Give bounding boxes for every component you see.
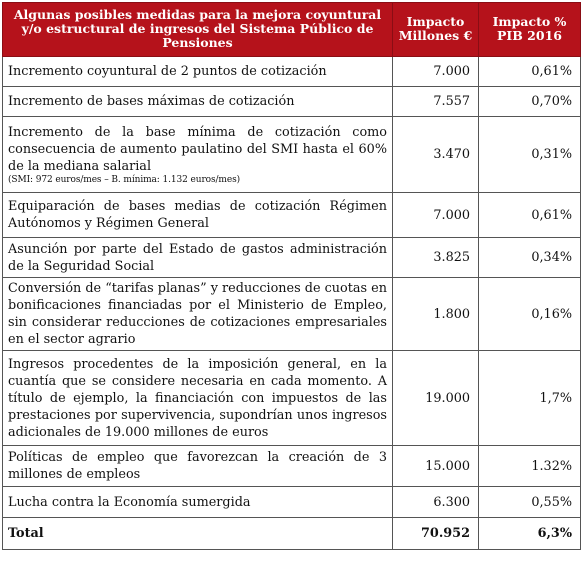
table-row <box>3 446 581 487</box>
pib-cell: 0,34% <box>479 238 581 278</box>
measure-cell: Incremento coyuntural de 2 puntos de cotización <box>3 57 393 87</box>
measure-cell: Asunción por parte del Estado de gastos administración de la Seguridad Social <box>3 238 393 278</box>
header-row <box>3 3 581 57</box>
measure-text: Incremento de la base mínima de cotización como consecuencia de aumento paulatino del SMI hasta el 60% de la mediana salarial <box>8 124 387 174</box>
table-row <box>3 487 581 518</box>
measure-cell: Lucha contra la Economía sumergida <box>3 487 393 518</box>
measures-table-container <box>2 2 580 550</box>
pension-measures-table <box>2 2 581 550</box>
pib-cell: 0,61% <box>479 193 581 238</box>
pib-cell: 0,16% <box>479 278 581 351</box>
pib-cell: 0,70% <box>479 87 581 117</box>
millions-cell: 19.000 <box>393 351 479 446</box>
header-measures: Algunas posibles medidas para la mejora coyuntural y/o estructural de ingresos del Sistema Público de Pensiones <box>3 3 393 57</box>
table-row <box>3 57 581 87</box>
measure-cell: Conversión de “tarifas planas” y reducciones de cuotas en bonificaciones financiadas por el Ministerio de Empleo, sin considerar reducciones de cotizaciones empresariales en el sector agrario <box>3 278 393 351</box>
measure-cell: Incremento de bases máximas de cotización <box>3 87 393 117</box>
millions-cell: 1.800 <box>393 278 479 351</box>
total-pib: 6,3% <box>479 518 581 550</box>
pib-cell: 0,31% <box>479 117 581 193</box>
total-millions: 70.952 <box>393 518 479 550</box>
table-row <box>3 87 581 117</box>
pib-cell: 0,61% <box>479 57 581 87</box>
millions-cell: 7.557 <box>393 87 479 117</box>
total-label: Total <box>3 518 393 550</box>
measure-cell: Políticas de empleo que favorezcan la creación de 3 millones de empleos <box>3 446 393 487</box>
measure-cell: Ingresos procedentes de la imposición general, en la cuantía que se considere necesaria en cada momento. A título de ejemplo, la financiación con impuestos de las prestaciones por supervivencia, supondrían unos ingresos adicionales de 19.000 millones de euros <box>3 351 393 446</box>
header-impact-pib: Impacto % PIB 2016 <box>479 3 581 57</box>
millions-cell: 7.000 <box>393 57 479 87</box>
measure-cell: Equiparación de bases medias de cotización Régimen Autónomos y Régimen General <box>3 193 393 238</box>
pib-cell: 0,55% <box>479 487 581 518</box>
table-row <box>3 278 581 351</box>
table-row <box>3 117 581 193</box>
measure-cell <box>3 117 393 193</box>
table-header <box>3 3 581 57</box>
millions-cell: 6.300 <box>393 487 479 518</box>
table-row <box>3 351 581 446</box>
millions-cell: 7.000 <box>393 193 479 238</box>
table-row <box>3 193 581 238</box>
table-row <box>3 238 581 278</box>
millions-cell: 3.825 <box>393 238 479 278</box>
header-impact-millions: Impacto Millones € <box>393 3 479 57</box>
millions-cell: 3.470 <box>393 117 479 193</box>
pib-cell: 1.32% <box>479 446 581 487</box>
pib-cell: 1,7% <box>479 351 581 446</box>
measure-note: (SMI: 972 euros/mes – B. mínima: 1.132 euros/mes) <box>8 174 241 185</box>
total-row <box>3 518 581 550</box>
millions-cell: 15.000 <box>393 446 479 487</box>
table-body <box>3 57 581 550</box>
